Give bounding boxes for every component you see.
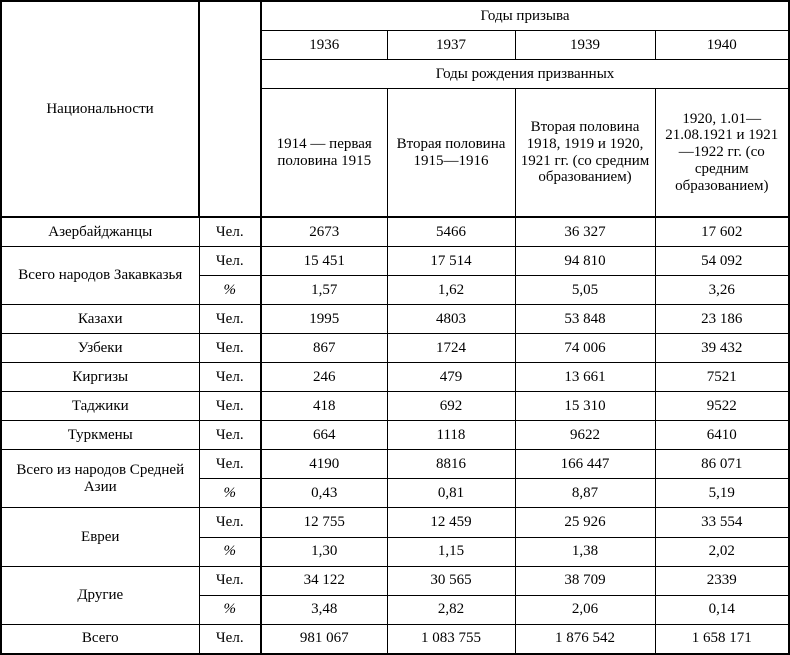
row-label: Таджики — [1, 392, 199, 421]
cell-value: 1995 — [261, 305, 387, 334]
cell-value: 1,30 — [261, 537, 387, 566]
header-year-1940: 1940 — [655, 31, 789, 60]
cell-value: 12 459 — [387, 508, 515, 537]
cell-value: 38 709 — [515, 566, 655, 595]
cell-value: 664 — [261, 421, 387, 450]
cell-value: 867 — [261, 334, 387, 363]
cell-value: 0,14 — [655, 595, 789, 624]
cell-value: 692 — [387, 392, 515, 421]
row-label: Всего из народов Средней Азии — [1, 450, 199, 508]
row-label: Киргизы — [1, 363, 199, 392]
row-unit: % — [199, 595, 261, 624]
cell-value: 33 554 — [655, 508, 789, 537]
cell-value: 34 122 — [261, 566, 387, 595]
cell-value: 53 848 — [515, 305, 655, 334]
row-unit: Чел. — [199, 392, 261, 421]
cell-value: 2339 — [655, 566, 789, 595]
row-label: Всего народов Закавказья — [1, 247, 199, 305]
row-label: Туркмены — [1, 421, 199, 450]
row-label: Другие — [1, 566, 199, 624]
table-header-row-1 — [1, 1, 789, 31]
row-unit: Чел. — [199, 566, 261, 595]
row-unit: Чел. — [199, 305, 261, 334]
header-unit-blank — [199, 1, 261, 217]
cell-value: 479 — [387, 363, 515, 392]
cell-value: 6410 — [655, 421, 789, 450]
table-row — [1, 392, 789, 421]
cell-value: 1,38 — [515, 537, 655, 566]
table-row — [1, 334, 789, 363]
row-unit: Чел. — [199, 508, 261, 537]
row-unit: % — [199, 537, 261, 566]
row-unit: Чел. — [199, 247, 261, 276]
cell-value: 9622 — [515, 421, 655, 450]
cell-value: 1,57 — [261, 276, 387, 305]
cell-value: 1 876 542 — [515, 624, 655, 654]
cell-value: 0,81 — [387, 479, 515, 508]
cell-value: 2,06 — [515, 595, 655, 624]
cell-value: 1 083 755 — [387, 624, 515, 654]
header-year-1937: 1937 — [387, 31, 515, 60]
header-cohort-1: 1914 — первая половина 1915 — [261, 89, 387, 217]
header-birth-years: Годы рождения призванных — [261, 60, 789, 89]
cell-value: 5,05 — [515, 276, 655, 305]
cell-value: 166 447 — [515, 450, 655, 479]
cell-value: 86 071 — [655, 450, 789, 479]
cell-value: 36 327 — [515, 217, 655, 247]
cell-value: 5466 — [387, 217, 515, 247]
row-label: Казахи — [1, 305, 199, 334]
cell-value: 17 602 — [655, 217, 789, 247]
cell-value: 3,26 — [655, 276, 789, 305]
row-unit: Чел. — [199, 421, 261, 450]
cell-value: 5,19 — [655, 479, 789, 508]
cell-value: 1118 — [387, 421, 515, 450]
row-label: Азербайджанцы — [1, 217, 199, 247]
table-row — [1, 508, 789, 537]
cell-value: 4190 — [261, 450, 387, 479]
header-cohort-3: Вторая половина 1918, 1919 и 1920, 1921 гг. (со средним образованием) — [515, 89, 655, 217]
cell-value: 0,43 — [261, 479, 387, 508]
cell-value: 1 658 171 — [655, 624, 789, 654]
row-label: Узбеки — [1, 334, 199, 363]
row-unit: % — [199, 479, 261, 508]
cell-value: 8,87 — [515, 479, 655, 508]
header-cohort-4: 1920, 1.01—21.08.1921 и 1921—1922 гг. (со средним образованием) — [655, 89, 789, 217]
cell-value: 2,02 — [655, 537, 789, 566]
cell-value: 418 — [261, 392, 387, 421]
cell-value: 1,62 — [387, 276, 515, 305]
table-row — [1, 363, 789, 392]
row-unit: Чел. — [199, 450, 261, 479]
cell-value: 23 186 — [655, 305, 789, 334]
row-label: Всего — [1, 624, 199, 654]
cell-value: 15 451 — [261, 247, 387, 276]
cell-value: 3,48 — [261, 595, 387, 624]
cell-value: 25 926 — [515, 508, 655, 537]
table-row — [1, 247, 789, 276]
cell-value: 74 006 — [515, 334, 655, 363]
cell-value: 2,82 — [387, 595, 515, 624]
row-unit: Чел. — [199, 624, 261, 654]
header-call-years: Годы призыва — [261, 1, 789, 31]
row-unit: % — [199, 276, 261, 305]
header-year-1939: 1939 — [515, 31, 655, 60]
cell-value: 7521 — [655, 363, 789, 392]
table-row — [1, 421, 789, 450]
cell-value: 9522 — [655, 392, 789, 421]
cell-value: 8816 — [387, 450, 515, 479]
header-cohort-2: Вторая половина 1915—1916 — [387, 89, 515, 217]
row-unit: Чел. — [199, 363, 261, 392]
row-unit: Чел. — [199, 217, 261, 247]
cell-value: 12 755 — [261, 508, 387, 537]
cell-value: 1,15 — [387, 537, 515, 566]
table-row — [1, 305, 789, 334]
header-year-1936: 1936 — [261, 31, 387, 60]
cell-value: 15 310 — [515, 392, 655, 421]
cell-value: 39 432 — [655, 334, 789, 363]
cell-value: 981 067 — [261, 624, 387, 654]
cell-value: 30 565 — [387, 566, 515, 595]
cell-value: 2673 — [261, 217, 387, 247]
table-row — [1, 624, 789, 654]
cell-value: 94 810 — [515, 247, 655, 276]
table-row — [1, 217, 789, 247]
table-row — [1, 566, 789, 595]
cell-value: 1724 — [387, 334, 515, 363]
cell-value: 4803 — [387, 305, 515, 334]
row-label: Евреи — [1, 508, 199, 566]
cell-value: 246 — [261, 363, 387, 392]
cell-value: 54 092 — [655, 247, 789, 276]
cell-value: 13 661 — [515, 363, 655, 392]
table-row — [1, 450, 789, 479]
cell-value: 17 514 — [387, 247, 515, 276]
header-nationalities: Национальности — [1, 1, 199, 217]
row-unit: Чел. — [199, 334, 261, 363]
